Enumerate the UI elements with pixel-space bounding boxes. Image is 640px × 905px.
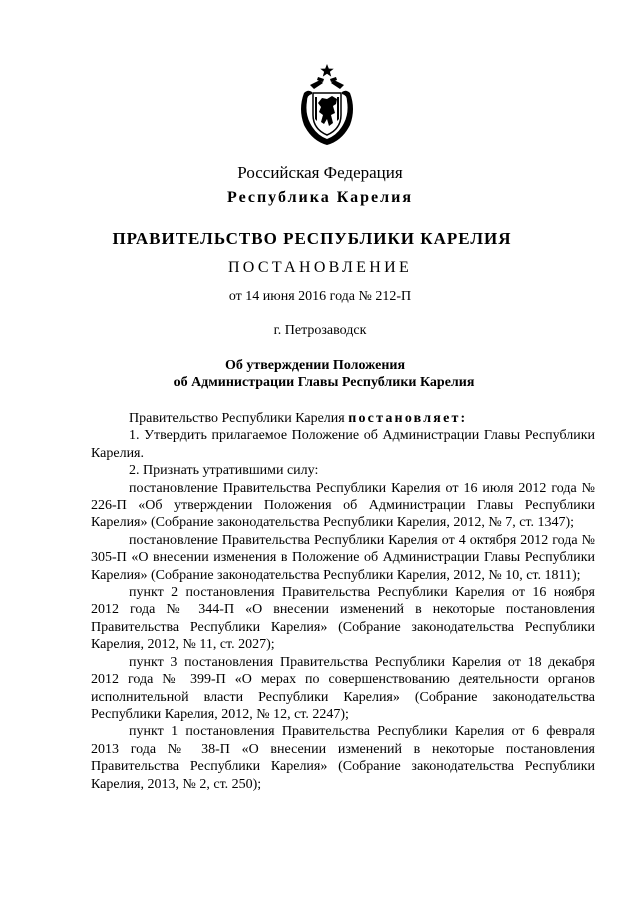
body-paragraph: пункт 1 постановления Правительства Республики Карелия от 6 февраля 2013 года № 38-П «О внесении изменений в некоторые постановления Правительства Республики Карелия» (Собрание законодательства Республики Карелия, 2013, № 2, ст. 250);	[91, 724, 595, 792]
body-paragraph: 1. Утвердить прилагаемое Положение об Администрации Главы Республики Карелия.	[91, 428, 595, 461]
body-paragraph: постановление Правительства Республики Карелия от 16 июля 2012 года № 226-П «Об утверждении Положения об Администрации Главы Республики Карелия» (Собрание законодательства Республики Карелия, 2012, № 7, ст. 1347);	[91, 480, 595, 531]
body-paragraph: постановление Правительства Республики Карелия от 4 октября 2012 года № 305-П «О внесении изменения в Положение об Администрации Главы Республики Карелия» (Собрание законодательства Республики Карелия, 2012, № 10, ст. 1811);	[91, 532, 595, 583]
body-paragraph: пункт 2 постановления Правительства Республики Карелия от 16 ноября 2012 года № 344-П «О внесении изменений в некоторые постановления Правительства Республики Карелия» (Собрание законодательства Республики Карелия, 2012, № 11, ст. 2027);	[91, 585, 595, 653]
government-heading: ПРАВИТЕЛЬСТВО РЕСПУБЛИКИ КАРЕЛИЯ	[112, 229, 512, 248]
body-paragraph: 2. Признать утратившими силу:	[129, 463, 319, 479]
document-type: ПОСТАНОВЛЕНИЕ	[227, 259, 413, 276]
karelia-coat-of-arms-icon	[296, 63, 358, 147]
republic-name: Республика Карелия	[227, 189, 413, 206]
document-body	[91, 410, 595, 793]
document-title-line-2: об Администрации Главы Республики Карелия	[173, 375, 475, 390]
decree-word: постановляет:	[348, 411, 468, 426]
body-paragraph: пункт 3 постановления Правительства Республики Карелия от 18 декабря 2012 года № 399-П «О мерах по совершенствованию деятельности органов исполнительной власти Республики Карелия» (Собрание законодательства Республики Карелия, 2012, № 12, ст. 2247);	[91, 654, 595, 722]
intro-paragraph	[91, 410, 595, 427]
country-name: Российская Федерация	[237, 163, 403, 182]
document-city: г. Петрозаводск	[273, 323, 367, 338]
intro-text: Правительство Республики Карелия	[129, 411, 349, 426]
document-title-line-1: Об утверждении Положения	[224, 358, 406, 373]
document-date-number: от 14 июня 2016 года № 212-П	[228, 289, 412, 304]
